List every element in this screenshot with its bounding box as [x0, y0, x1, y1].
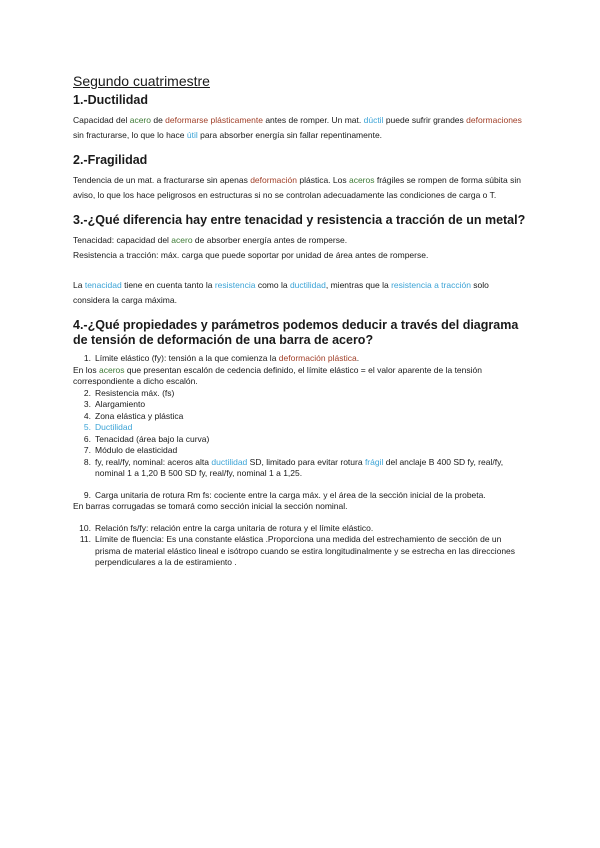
heading-diagrama: 4.-¿Qué propiedades y parámetros podemos deducir a través del diagrama de tensión de deformación de una barra de acero? — [73, 318, 519, 347]
list-item: 8. fy, real/fy, nominal: aceros alta ductilidad SD, limitado para evitar rotura frágil del anclaje B 400 SD fy, real/fy, nominal 1 a 1,20 B 500 SD fy, real/fy, nominal 1 a 1,25. — [83, 456, 504, 478]
properties-list — [73, 353, 528, 365]
list-item: 6. Tenacidad (área bajo la curva) — [83, 433, 210, 444]
list-item: 1. Límite elástico (fy): tensión a la que comienza la deformación plástica. — [83, 353, 360, 363]
section-ductilidad — [73, 93, 528, 143]
document-page — [73, 73, 528, 579]
list-item: 4. Zona elástica y plástica — [83, 410, 184, 421]
section-fragilidad — [73, 153, 528, 203]
note-barras: En barras corrugadas se tomará como sección inicial la sección nominal. — [73, 501, 348, 511]
tenacidad-def: Tenacidad: capacidad del acero de absorber energía antes de romperse. — [73, 235, 348, 245]
list-item: 5. Ductilidad — [83, 422, 133, 432]
tenacidad-comparison: La tenacidad tiene en cuenta tanto la resistencia como la ductilidad, mientras que la resistencia a tracción solo considera la carga máxima. — [73, 280, 489, 305]
list-item: 7. Módulo de elasticidad — [83, 445, 178, 455]
heading-ductilidad: 1.-Ductilidad — [73, 93, 149, 107]
heading-fragilidad: 2.-Fragilidad — [73, 153, 148, 167]
document-title: Segundo cuatrimestre — [73, 73, 210, 89]
list-item: 9. Carga unitaria de rotura Rm fs: cociente entre la carga máx. y el área de la sección inicial de la probeta. — [83, 489, 486, 500]
resistencia-def: Resistencia a tracción: máx. carga que puede soportar por unidad de área antes de romperse. — [73, 250, 429, 260]
section-diagrama — [73, 318, 528, 569]
list-item: 11. Límite de fluencia: Es una constante elástica .Proporciona una medida del estrechamiento de sección de un prisma de material elástico lineal e isótropo cuando se estira longitudinalmente y se estrecha en las direcciones perpendiculares a la de estiramiento . — [79, 534, 516, 567]
list-item: 2. Resistencia máx. (fs) — [83, 387, 175, 398]
spacer — [73, 263, 528, 278]
ductilidad-text: Capacidad del acero de deformarse plásticamente antes de romper. Un mat. dúctil puede sufrir grandes deformaciones sin fracturarse, lo que lo hace útil para absorber energía sin fallar repentinamente. — [73, 115, 522, 140]
fragilidad-text: Tendencia de un mat. a fracturarse sin apenas deformación plástica. Los aceros frágiles se rompen de forma súbita sin aviso, lo que los hace peligrosos en estructuras si no se controlan adecuadamente las condiciones de carga o T. — [73, 175, 521, 200]
section-tenacidad — [73, 213, 528, 308]
properties-list-end — [73, 523, 528, 569]
list-item: 10. Relación fs/fy: relación entre la carga unitaria de rotura y el límite elástico. — [79, 522, 374, 533]
heading-tenacidad: 3.-¿Qué diferencia hay entre tenacidad y resistencia a tracción de un metal? — [73, 213, 526, 227]
properties-list-cont — [73, 388, 528, 502]
list-item: 3. Alargamiento — [83, 399, 146, 409]
note-aceros: En los aceros que presentan escalón de cedencia definido, el límite elástico = el valor aparente de la tensión correspondiente a dicho escalón. — [73, 364, 482, 386]
